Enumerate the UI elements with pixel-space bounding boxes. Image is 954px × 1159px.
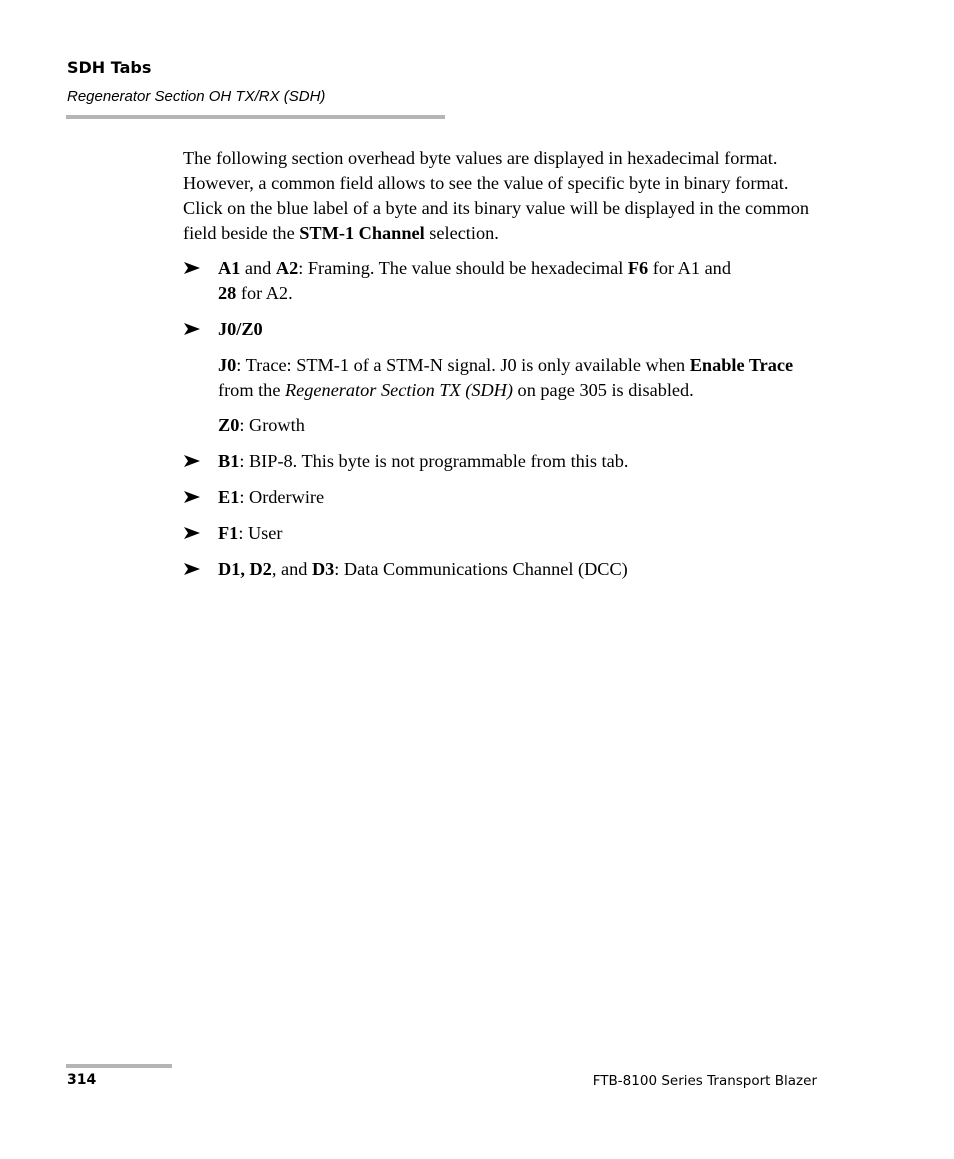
- list-item: [183, 256, 823, 306]
- j0-description: J0: Trace: STM-1 of a STM-N signal. J0 is only available when Enable Trace from the Regenerator Section TX (SDH) on page 305 is disabled.: [218, 355, 794, 400]
- arrowhead-bullet-icon: [183, 451, 201, 471]
- intro-text-end: selection.: [424, 223, 499, 243]
- header-divider: [66, 115, 445, 119]
- list-item: [183, 317, 823, 342]
- intro-text: The following section overhead byte values are displayed in hexadecimal format. However, a common field allows to see the value of specific byte in binary format. Click on the blue label of a byte and its binary value will be displayed in the common field beside the: [183, 148, 809, 243]
- subsection-title: Regenerator Section OH TX/RX (SDH): [67, 88, 326, 105]
- list-item: [183, 449, 823, 474]
- stm1-channel-term: STM-1 Channel: [299, 223, 425, 243]
- list-item-text: J0/Z0: [218, 319, 263, 339]
- list-item-text: B1: BIP-8. This byte is not programmable from this tab.: [218, 451, 629, 471]
- page-number: 314: [67, 1072, 97, 1088]
- list-item: [183, 521, 823, 546]
- arrowhead-bullet-icon: [183, 258, 201, 278]
- footer-divider: [66, 1064, 172, 1068]
- cross-reference-link[interactable]: Regenerator Section TX (SDH): [285, 380, 513, 400]
- list-item: [183, 557, 823, 582]
- arrowhead-bullet-icon: [183, 487, 201, 507]
- product-name: FTB-8100 Series Transport Blazer: [592, 1073, 817, 1089]
- intro-paragraph: [183, 146, 823, 246]
- section-title: SDH Tabs: [67, 58, 152, 77]
- arrowhead-bullet-icon: [183, 523, 201, 543]
- list-item-text: E1: Orderwire: [218, 487, 325, 507]
- z0-description: Z0: Growth: [218, 415, 305, 435]
- list-item-text: A1 and A2: Framing. The value should be hexadecimal F6 for A1 and 28 for A2.: [218, 258, 731, 303]
- list-item-text: D1, D2, and D3: Data Communications Channel (DCC): [218, 559, 628, 579]
- list-item-text: F1: User: [218, 523, 283, 543]
- list-item: [183, 485, 823, 510]
- arrowhead-bullet-icon: [183, 319, 201, 339]
- arrowhead-bullet-icon: [183, 559, 201, 579]
